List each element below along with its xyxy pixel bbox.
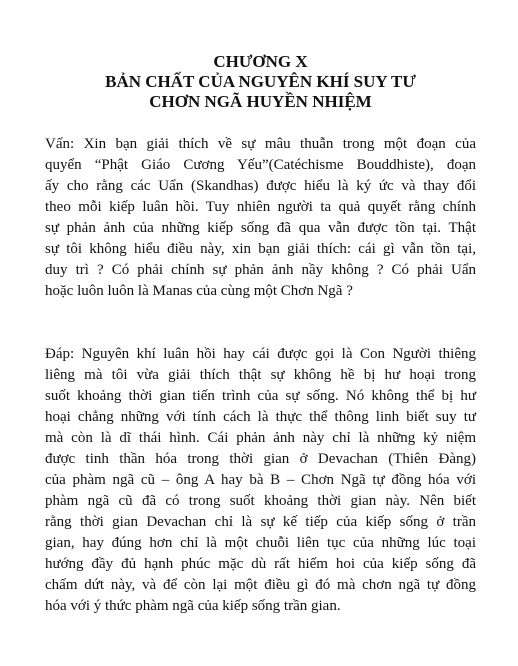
answer-line: suốt khoảng thời gian tiến trình của sự sống. Nó không thể bị hư bbox=[45, 388, 476, 404]
question-line: sự tôi không hiểu điều này, xin bạn giải thích: cái gì vẫn tồn tại, bbox=[45, 241, 476, 257]
question-line: sự phản ảnh của những kiếp sống đã qua vẫn được tồn tại. Thật bbox=[45, 220, 476, 236]
answer-line: của phàm ngã cũ – ông A hay bà B – Chơn Ngã tự đồng hóa với bbox=[45, 472, 476, 488]
question-line: Vấn: Xin bạn giải thích về sự mâu thuẫn trong một đoạn của bbox=[45, 136, 476, 152]
chapter-heading bbox=[45, 52, 476, 112]
answer-line: gian, hay đúng hơn chỉ là một chuỗi liên tục của những lúc toại bbox=[45, 535, 476, 551]
question-line: hoặc luôn luôn là Manas của cùng một Chơn Ngã ? bbox=[45, 283, 353, 299]
question-line: theo mỗi kiếp luân hồi. Tuy nhiên người ta quả quyết rằng chính bbox=[45, 199, 476, 215]
question-line: quyển “Phật Giáo Cương Yếu”(Catéchisme Bouddhiste), đoạn bbox=[45, 157, 476, 173]
answer-line: hướng đầy đủ hạnh phúc mặc dù rất hiếm hoi của kiếp sống đã bbox=[45, 556, 476, 572]
question-line: ấy cho rằng các Uẩn (Skandhas) được hiểu là ký ức và thay đổi bbox=[45, 178, 476, 194]
answer-line: được tinh thần hóa trong thời gian ở Devachan (Thiên Đàng) bbox=[45, 451, 476, 467]
answer-paragraph bbox=[45, 344, 476, 617]
answer-line: mà còn là dĩ thái hình. Cái phản ảnh này chỉ là những kỷ niệm bbox=[45, 430, 476, 446]
chapter-number: CHƯƠNG X bbox=[213, 52, 308, 71]
answer-line: hóa với ý thức phàm ngã của kiếp sống trần gian. bbox=[45, 598, 341, 614]
answer-line: rằng thời gian Devachan chỉ là sự kế tiếp của kiếp sống ở trần bbox=[45, 514, 476, 530]
question-paragraph bbox=[45, 134, 476, 302]
answer-line: chấm dứt này, và để còn lại một điều gì đó mà chơn ngã tự đồng bbox=[45, 577, 476, 593]
answer-line: Đáp: Nguyên khí luân hồi hay cái được gọi là Con Người thiêng bbox=[45, 346, 476, 362]
chapter-title-line-1: BẢN CHẤT CỦA NGUYÊN KHÍ SUY TƯ bbox=[105, 72, 416, 91]
paragraph-spacer bbox=[45, 302, 476, 344]
question-line: duy trì ? Có phải chính sự phản ảnh nầy không ? Có phải Uẩn bbox=[45, 262, 476, 278]
answer-line: phàm ngã cũ đã có trong suốt khoảng thời gian này. Nên biết bbox=[45, 493, 476, 509]
chapter-title-line-2: CHƠN NGÃ HUYỀN NHIỆM bbox=[149, 92, 372, 111]
answer-line: liêng mà tôi vừa giải thích thật sự không hề bị hư hoại trong bbox=[45, 367, 476, 383]
answer-line: hoại chẳng những với tính cách là thực thể thông linh biết suy tư bbox=[45, 409, 476, 425]
